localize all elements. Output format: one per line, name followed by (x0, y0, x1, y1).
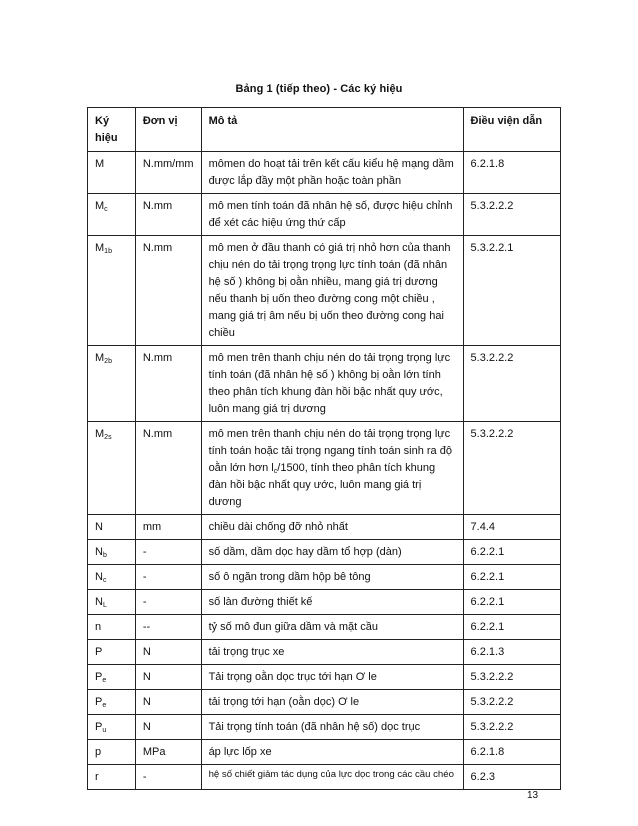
unit-cell: N.mm (135, 194, 201, 236)
description-cell (201, 422, 463, 515)
unit-cell: N.mm (135, 236, 201, 346)
reference-cell: 5.3.2.2.2 (463, 346, 560, 422)
unit-cell: - (135, 565, 201, 590)
description-cell: số làn đường thiết kế (201, 590, 463, 615)
table-row (88, 615, 561, 640)
description-cell: mô men trên thanh chịu nén do tải trọng trọng lực tính toán (đã nhân hệ số ) không bị oằn lớn tính theo phân tích khung đàn hồi bậc nhất quy ước, luôn mang giá trị dương (201, 346, 463, 422)
symbol-cell (88, 765, 136, 790)
table-row (88, 152, 561, 194)
table-row (88, 422, 561, 515)
symbol-base: M (95, 158, 105, 170)
symbol-cell (88, 422, 136, 515)
description-cell: tải trọng tới hạn (oằn dọc) Ơ le (201, 690, 463, 715)
unit-cell: N (135, 665, 201, 690)
table-row (88, 540, 561, 565)
description-cell: mô men ở đầu thanh có giá trị nhỏ hơn của thanh chịu nén do tải trọng trọng lực tính toán (đã nhân hệ số ) không bị oằn nhiều, mang giá trị dương nếu thanh bị uốn theo đường cong một chiều , mang giá trị âm nếu bị uốn theo đường cong hai chiều (201, 236, 463, 346)
symbol-base: M (95, 428, 105, 440)
symbol-cell (88, 152, 136, 194)
symbol-base: P (95, 696, 103, 708)
description-cell: số ô ngăn trong dầm hộp bê tông (201, 565, 463, 590)
description-cell: số dầm, dầm dọc hay dầm tổ hợp (dàn) (201, 540, 463, 565)
symbol-cell (88, 565, 136, 590)
symbol-base: P (95, 721, 103, 733)
symbol-cell (88, 515, 136, 540)
table-row (88, 690, 561, 715)
unit-cell: - (135, 765, 201, 790)
symbol-subscript: e (102, 677, 107, 684)
symbol-cell (88, 615, 136, 640)
symbol-cell (88, 194, 136, 236)
symbol-base: N (95, 521, 103, 533)
symbol-subscript: u (102, 727, 107, 734)
symbol-subscript: c (104, 206, 108, 213)
symbol-base: M (95, 242, 105, 254)
page-title: Bảng 1 (tiếp theo) - Các ký hiệu (235, 83, 403, 95)
symbol-base: p (95, 746, 102, 758)
table-row (88, 590, 561, 615)
description-cell: hệ số chiết giảm tác dụng của lực dọc trong các cầu chéo (201, 765, 463, 790)
symbol-subscript: L (102, 602, 107, 609)
symbol-base: r (95, 771, 99, 783)
table-row (88, 715, 561, 740)
unit-cell: -- (135, 615, 201, 640)
symbol-base: N (95, 546, 103, 558)
page-number: 13 (527, 790, 539, 801)
reference-cell: 6.2.1.8 (463, 152, 560, 194)
description-cell: mômen do hoạt tải trên kết cấu kiểu hệ mạng dầm được lắp đầy một phần hoặc toàn phần (201, 152, 463, 194)
reference-cell: 6.2.2.1 (463, 540, 560, 565)
reference-cell: 5.3.2.2.2 (463, 665, 560, 690)
unit-cell: mm (135, 515, 201, 540)
description-text: /1500, tính theo phân tích khung đàn hồi bậc nhất quy ước, luôn mang giá trị dương (208, 462, 436, 508)
description-cell: Tải trọng oằn dọc trục tới hạn Ơ le (201, 665, 463, 690)
symbol-subscript: 2s (104, 434, 112, 441)
reference-cell: 5.3.2.2.1 (463, 236, 560, 346)
reference-cell: 7.4.4 (463, 515, 560, 540)
reference-cell: 5.3.2.2.2 (463, 422, 560, 515)
reference-cell: 6.2.1.3 (463, 640, 560, 665)
symbol-cell (88, 540, 136, 565)
symbol-cell (88, 690, 136, 715)
symbol-subscript: c (102, 577, 107, 584)
table-row (88, 346, 561, 422)
symbol-base: P (95, 646, 103, 658)
description-text: mô men trên thanh chịu nén do tải trọng trọng lực tính toán hoặc tải trọng ngang tính toán sinh ra độ oằn lớn hơn l (208, 428, 452, 474)
reference-cell: 6.2.2.1 (463, 565, 560, 590)
table-row (88, 236, 561, 346)
description-cell: Tải trọng tính toán (đã nhân hệ số) dọc trục (201, 715, 463, 740)
table-row (88, 515, 561, 540)
symbol-base: N (95, 571, 103, 583)
reference-cell: 6.2.3 (463, 765, 560, 790)
description-cell: áp lực lốp xe (201, 740, 463, 765)
symbol-subscript: 1b (104, 248, 112, 255)
symbol-base: n (95, 621, 102, 633)
symbol-base: P (95, 671, 103, 683)
reference-cell: 6.2.2.1 (463, 615, 560, 640)
description-subscript: c (273, 468, 278, 475)
symbol-cell (88, 640, 136, 665)
unit-cell: N.mm (135, 346, 201, 422)
table-row (88, 640, 561, 665)
symbol-cell (88, 236, 136, 346)
symbol-cell (88, 740, 136, 765)
unit-cell: N (135, 715, 201, 740)
table-row (88, 765, 561, 790)
reference-cell: 5.3.2.2.2 (463, 194, 560, 236)
description-cell: chiều dài chống đỡ nhỏ nhất (201, 515, 463, 540)
header-reference: Điều viện dẫn (463, 108, 560, 152)
symbol-base: M (95, 200, 105, 212)
symbol-cell (88, 346, 136, 422)
header-unit: Đơn vị (135, 108, 201, 152)
description-cell: mô men tính toán đã nhân hệ số, được hiệu chỉnh để xét các hiệu ứng thứ cấp (201, 194, 463, 236)
unit-cell: - (135, 540, 201, 565)
reference-cell: 5.3.2.2.2 (463, 690, 560, 715)
symbol-cell (88, 590, 136, 615)
symbol-cell (88, 665, 136, 690)
symbol-base: M (95, 352, 105, 364)
table-row (88, 565, 561, 590)
description-cell: tỷ số mô đun giữa dầm và mặt cầu (201, 615, 463, 640)
header-symbol: Ký hiệu (88, 108, 136, 152)
symbol-base: N (95, 596, 103, 608)
symbol-subscript: e (102, 702, 107, 709)
symbol-cell (88, 715, 136, 740)
unit-cell: N.mm (135, 422, 201, 515)
reference-cell: 6.2.1.8 (463, 740, 560, 765)
reference-cell: 5.3.2.2.2 (463, 715, 560, 740)
unit-cell: MPa (135, 740, 201, 765)
symbols-table (87, 107, 561, 790)
description-cell: tải trọng trục xe (201, 640, 463, 665)
unit-cell: - (135, 590, 201, 615)
table-row (88, 740, 561, 765)
unit-cell: N (135, 640, 201, 665)
table-row (88, 194, 561, 236)
reference-cell: 6.2.2.1 (463, 590, 560, 615)
table-header-row (88, 108, 561, 152)
unit-cell: N (135, 690, 201, 715)
header-description: Mô tả (201, 108, 463, 152)
symbol-subscript: 2b (104, 358, 112, 365)
symbol-subscript: b (102, 552, 107, 559)
table-row (88, 665, 561, 690)
unit-cell: N.mm/mm (135, 152, 201, 194)
